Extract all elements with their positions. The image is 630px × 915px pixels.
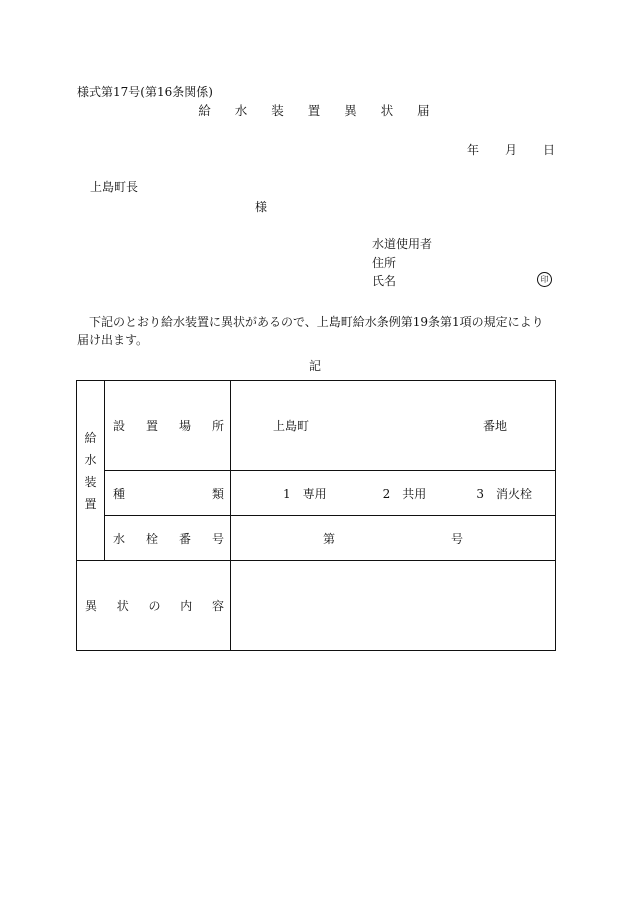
content-row — [77, 561, 556, 651]
banchi-label: 番地 — [482, 419, 507, 433]
seal-mark: 印 — [537, 272, 552, 287]
hydrant-suffix: 号 — [450, 531, 463, 546]
hydrant-number-label: 水 栓 番 号 — [105, 516, 231, 561]
hydrant-number-row — [77, 516, 556, 561]
town-label: 上島町 — [273, 419, 310, 433]
address-label: 住所 — [372, 256, 397, 270]
document-title: 給 水 装 置 異 状 届 — [198, 103, 440, 118]
water-supply-group-label: 給 水 装 置 — [77, 381, 105, 561]
date-month-label: 月 — [505, 143, 518, 157]
option-fire-hydrant[interactable]: 3 消火栓 — [476, 486, 532, 501]
option-shared[interactable]: 2 共用 — [382, 486, 427, 501]
content-field[interactable] — [231, 561, 556, 651]
option-dedicated[interactable]: 1 専用 — [283, 486, 327, 501]
date-day-label: 日 — [543, 143, 556, 157]
type-options — [231, 471, 556, 516]
applicant-title: 水道使用者 — [372, 237, 433, 251]
location-label: 設 置 場 所 — [105, 381, 231, 471]
form-number-label: 様式第17号(第16条関係) — [77, 85, 213, 99]
hydrant-number-field[interactable] — [231, 516, 556, 561]
addressee: 上島町長 — [90, 180, 139, 194]
date-year-label: 年 — [467, 143, 480, 157]
type-label: 種 類 — [105, 471, 231, 516]
type-row — [77, 471, 556, 516]
honorific: 様 — [255, 200, 268, 214]
body-text: 下記のとおり給水装置に異状があるので、上島町給水条例第19条第1項の規定により届け出ます。 — [77, 315, 544, 347]
report-table — [76, 380, 556, 651]
date-line — [467, 143, 555, 157]
location-row — [77, 381, 556, 471]
location-field[interactable] — [231, 381, 556, 471]
hydrant-prefix: 第 — [323, 531, 336, 546]
name-label: 氏名 — [372, 274, 397, 288]
ki-heading: 記 — [308, 359, 321, 373]
content-label: 異 状 の 内 容 — [77, 561, 231, 651]
